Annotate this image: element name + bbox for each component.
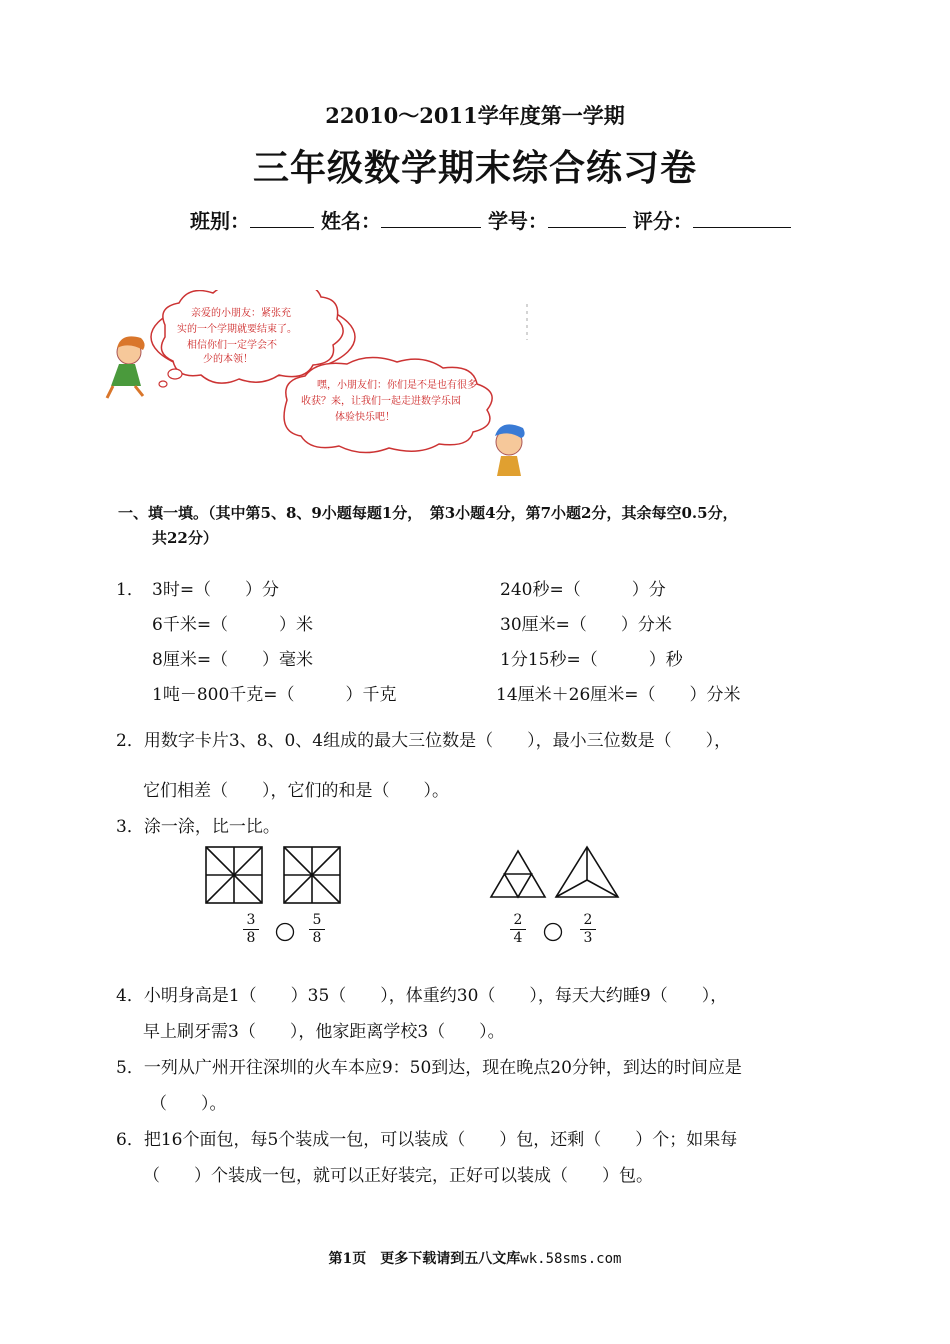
fraction-5-8	[309, 913, 325, 946]
q5-line-2: （ ）。	[150, 1094, 227, 1114]
q1-right-2: 30厘米=（ ）分米	[500, 615, 672, 635]
square-figure-2	[284, 847, 340, 903]
bubble1-line-2: 实的一个学期就要结束了。	[177, 324, 297, 335]
fraction-2-4	[510, 913, 526, 946]
fraction-2-3	[580, 913, 596, 946]
score-label: 评分：	[632, 209, 693, 233]
square-figure-1	[206, 847, 262, 903]
footer-text: 第1页 更多下载请到五八文库	[328, 1251, 521, 1267]
triangle-figure-2	[556, 847, 618, 897]
bubble2-line-2: 收获？来，让我们一起走进数学乐园	[301, 396, 461, 407]
exam-title: 三年级数学期末综合练习卷	[252, 148, 697, 189]
q2-line-1: 2．用数字卡片3、8、0、4组成的最大三位数是（ ），最小三位数是（ ），	[116, 731, 732, 751]
shapes-figure	[200, 844, 630, 908]
q1-left-1: 3时=（ ）分	[152, 580, 280, 600]
class-blank[interactable]	[250, 209, 314, 228]
q6-line-2: （ ）个装成一包，就可以正好装完，正好可以装成（ ）包。	[143, 1166, 653, 1186]
fraction-denominator: 4	[513, 930, 523, 946]
footer-url-link[interactable]: wk.58sms.com	[520, 1251, 622, 1267]
q6-line-1: 6．把16个面包，每5个装成一包，可以装成（ ）包，还剩（ ）个；如果每	[116, 1130, 738, 1150]
bubble1-line-3: 相信你们一定学会不	[187, 340, 277, 351]
cartoon-illustration	[105, 290, 535, 490]
q4-line-1: 4．小明身高是1（ ）35（ ），体重约30（ ），每天大约睡9（ ），	[116, 986, 728, 1006]
fraction-denominator: 8	[246, 930, 256, 946]
q1-left-2: 6千米=（ ）米	[152, 615, 314, 635]
fraction-3-8	[243, 913, 259, 946]
bubble1-line-4: 少的本领！	[203, 354, 253, 365]
cartoon-child-icon	[495, 424, 525, 476]
q3-line: 3．涂一涂，比一比。	[116, 817, 280, 837]
student-number-blank[interactable]	[548, 209, 626, 228]
fraction-denominator: 8	[312, 930, 322, 946]
cartoon-girl-icon	[107, 336, 145, 398]
compare-circle-1[interactable]	[274, 921, 296, 943]
q4-line-2: 早上刷牙需3（ ），他家距离学校3（ ）。	[143, 1022, 505, 1042]
section1-heading-cont: 共22分）	[152, 529, 218, 547]
name-label: 姓名：	[320, 209, 381, 233]
q1-right-4: 14厘米＋26厘米=（ ）分米	[496, 685, 741, 705]
q1-left-4: 1吨－800千克=（ ）千克	[152, 685, 397, 705]
bubble2-line-3: 体验快乐吧！	[335, 412, 395, 423]
compare-circle-2[interactable]	[542, 921, 564, 943]
exam-subtitle: 22010～2011学年度第一学期	[325, 103, 625, 128]
class-label: 班别：	[190, 209, 250, 233]
q5-line-1: 5．一列从广州开往深圳的火车本应9：50到达，现在晚点20分钟，到达的时间应是	[116, 1058, 742, 1078]
fraction-numerator: 2	[513, 912, 523, 928]
fraction-numerator: 3	[246, 912, 256, 928]
q1-left-3: 8厘米=（ ）毫米	[152, 650, 314, 670]
student-number-label: 学号：	[487, 209, 548, 233]
page-footer	[0, 1248, 950, 1268]
bubble1-line-1: 亲爱的小朋友：紧张充	[191, 308, 291, 319]
score-blank[interactable]	[693, 209, 791, 228]
fraction-numerator: 2	[583, 912, 593, 928]
section1-heading: 一、填一填。（其中第5、8、9小题每题1分， 第3小题4分，第7小题2分，其余每空0.5分，	[118, 504, 738, 522]
q1-right-1: 240秒=（ ）分	[500, 580, 666, 600]
bubble2-line-1: 嘿，小朋友们：你们是不是也有很多	[317, 380, 477, 391]
q1-number: 1．	[116, 580, 144, 600]
speech-bubble-2	[284, 357, 492, 452]
q1-right-3: 1分15秒=（ ）秒	[500, 650, 683, 670]
triangle-figure-1	[491, 851, 545, 897]
q2-line-2: 它们相差（ ），它们的和是（ ）。	[143, 781, 449, 801]
fraction-numerator: 5	[312, 912, 322, 928]
fraction-denominator: 3	[583, 930, 593, 946]
student-info-row	[190, 205, 791, 234]
name-blank[interactable]	[381, 209, 481, 228]
